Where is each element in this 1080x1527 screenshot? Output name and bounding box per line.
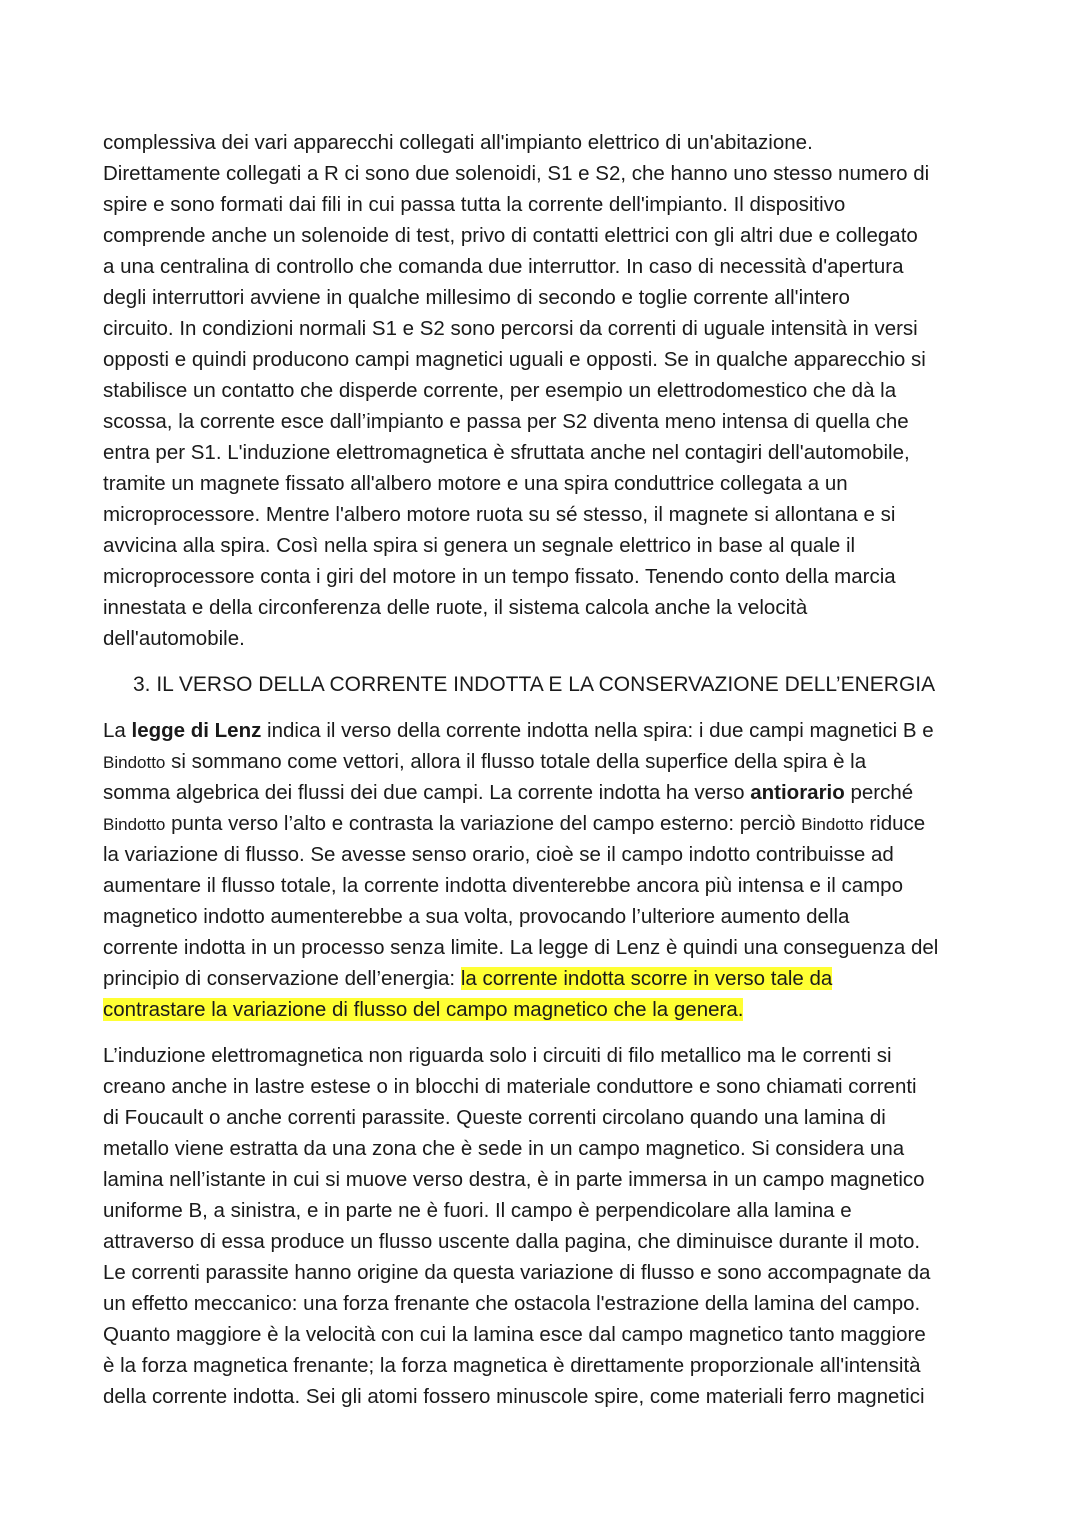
- highlighted-text: contrastare la variazione di flusso del campo magnetico che la genera.: [103, 998, 744, 1021]
- text-line: circuito. In condizioni normali S1 e S2 sono percorsi da correnti di uguale intensità in versi: [103, 317, 918, 340]
- text-line: Quanto maggiore è la velocità con cui la lamina esce dal campo magnetico tanto maggiore: [103, 1323, 926, 1346]
- text-line: aumentare il flusso totale, la corrente indotta diventerebbe ancora più intensa e il campo: [103, 874, 903, 897]
- text-line: entra per S1. L'induzione elettromagnetica è sfruttata anche nel contagiri dell'automobile,: [103, 441, 910, 464]
- text-line: complessiva dei vari apparecchi collegati all'impianto elettrico di un'abitazione.: [103, 131, 813, 154]
- text-line: attraverso di essa produce un flusso uscente dalla pagina, che diminuisce durante il moto.: [103, 1230, 921, 1253]
- text-line: creano anche in lastre estese o in blocchi di materiale conduttore e sono chiamati correnti: [103, 1075, 917, 1098]
- text-line: scossa, la corrente esce dall’impianto e passa per S2 diventa meno intensa di quella che: [103, 410, 909, 433]
- text-run: si sommano come vettori, allora il flusso totale della superfice della spira è la: [165, 750, 867, 773]
- paragraph-intro: [103, 127, 983, 654]
- text-line: a una centralina di controllo che comanda due interruttor. In caso di necessità d'apertura: [103, 255, 904, 278]
- section-heading: 3. IL VERSO DELLA CORRENTE INDOTTA E LA CONSERVAZIONE DELL’ENERGIA: [133, 673, 936, 696]
- text-line: Direttamente collegati a R ci sono due solenoidi, S1 e S2, che hanno uno stesso numero di: [103, 162, 930, 185]
- text-line: avvicina alla spira. Così nella spira si genera un segnale elettrico in base al quale il: [103, 534, 856, 557]
- text-line: [103, 994, 983, 1025]
- text-line: microprocessore conta i giri del motore in un tempo fissato. Tenendo conto della marcia: [103, 565, 896, 588]
- text-line: [103, 715, 983, 746]
- text-run: indica il verso della corrente indotta nella spira: i due campi magnetici B e: [261, 719, 934, 742]
- text-line: un effetto meccanico: una forza frenante che ostacola l'estrazione della lamina del campo.: [103, 1292, 921, 1315]
- text-line: corrente indotta in un processo senza limite. La legge di Lenz è quindi una conseguenza del: [103, 936, 939, 959]
- bold-term: legge di Lenz: [131, 719, 262, 742]
- text-line: magnetico indotto aumenterebbe a sua volta, provocando l’ulteriore aumento della: [103, 905, 850, 928]
- text-run: Bindotto: [801, 815, 864, 834]
- text-line: comprende anche un solenoide di test, privo di contatti elettrici con gli altri due e collegato: [103, 224, 918, 247]
- text-line: microprocessore. Mentre l'albero motore ruota su sé stesso, il magnete si allontana e si: [103, 503, 896, 526]
- text-line: [103, 963, 983, 994]
- text-run: perché: [844, 781, 914, 804]
- text-line: L’induzione elettromagnetica non riguarda solo i circuiti di filo metallico ma le correnti si: [103, 1044, 892, 1067]
- text-line: [103, 808, 983, 839]
- highlighted-text: la corrente indotta scorre in verso tale da: [460, 967, 833, 990]
- text-line: innestata e della circonferenza delle ruote, il sistema calcola anche la velocità: [103, 596, 808, 619]
- text-run: Bindotto: [103, 753, 166, 772]
- paragraph-foucault: [103, 1040, 983, 1412]
- text-line: stabilisce un contatto che disperde corrente, per esempio un elettrodomestico che dà la: [103, 379, 897, 402]
- text-line: [103, 746, 983, 777]
- text-line: degli interruttori avviene in qualche millesimo di secondo e toglie corrente all'intero: [103, 286, 850, 309]
- text-run: Bindotto: [103, 815, 166, 834]
- text-run: riduce: [863, 812, 926, 835]
- text-line: Le correnti parassite hanno origine da questa variazione di flusso e sono accompagnate da: [103, 1261, 931, 1284]
- text-line: della corrente indotta. Sei gli atomi fossero minuscole spire, come materiali ferro magnetici: [103, 1385, 925, 1408]
- document-page: [103, 127, 983, 1412]
- text-line: la variazione di flusso. Se avesse senso orario, cioè se il campo indotto contribuisse ad: [103, 843, 894, 866]
- text-line: è la forza magnetica frenante; la forza magnetica è direttamente proporzionale all'intensità: [103, 1354, 921, 1377]
- text-run: punta verso l’alto e contrasta la variazione del campo esterno: perciò: [165, 812, 802, 835]
- text-line: [103, 777, 983, 808]
- text-line: spire e sono formati dai fili in cui passa tutta la corrente dell'impianto. Il dispositivo: [103, 193, 846, 216]
- bold-term: antiorario: [750, 781, 845, 804]
- text-line: uniforme B, a sinistra, e in parte ne è fuori. Il campo è perpendicolare alla lamina e: [103, 1199, 852, 1222]
- text-line: tramite un magnete fissato all'albero motore e una spira conduttrice collegata a un: [103, 472, 848, 495]
- text-run: somma algebrica dei flussi dei due campi. La corrente indotta ha verso: [103, 781, 751, 804]
- text-line: dell'automobile.: [103, 627, 245, 650]
- text-line: opposti e quindi producono campi magnetici uguali e opposti. Se in qualche apparecchio si: [103, 348, 926, 371]
- text-line: metallo viene estratta da una zona che è sede in un campo magnetico. Si considera una: [103, 1137, 905, 1160]
- paragraph-gap: [103, 1025, 983, 1040]
- paragraph-lenz: [103, 715, 983, 1025]
- text-line: di Foucault o anche correnti parassite. Queste correnti circolano quando una lamina di: [103, 1106, 886, 1129]
- text-run: principio di conservazione dell’energia:: [103, 967, 461, 990]
- text-run: La: [103, 719, 132, 742]
- text-line: lamina nell’istante in cui si muove verso destra, è in parte immersa in un campo magnetico: [103, 1168, 925, 1191]
